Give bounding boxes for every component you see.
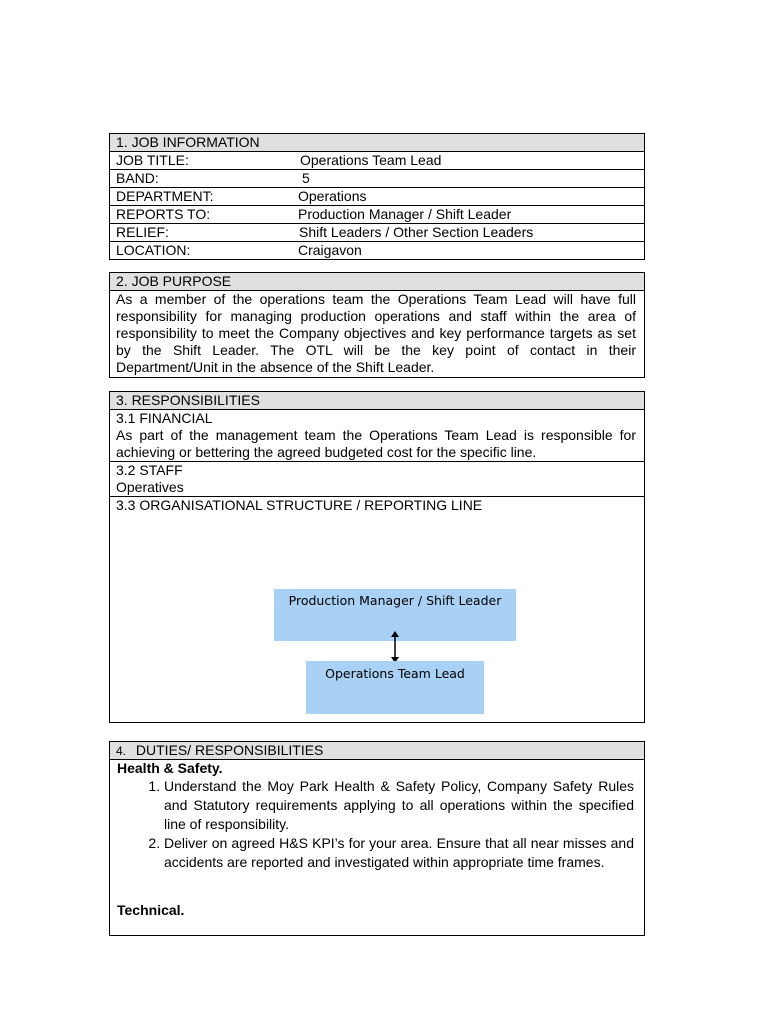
duties-header (110, 742, 644, 760)
duties-title: DUTIES/ RESPONSIBILITIES (135, 742, 324, 758)
org-box-operations-team-lead: Operations Team Lead (306, 661, 484, 714)
reports-to-label: REPORTS TO: (116, 206, 211, 222)
location-label: LOCATION: (116, 242, 191, 258)
job-title-value: Operations Team Lead (300, 152, 442, 168)
health-safety-item: 2. Deliver on agreed H&S KPI’s for your area. Ensure that all near misses and accidents are reported and investigated within appropriate time frames. (164, 834, 636, 872)
job-purpose-text: As a member of the operations team the Operations Team Lead will have full responsibility for managing production operations and staff within the area of responsibility to meet the Company objectives and key performance targets as set by the Shift Leader. The OTL will be the key point of contact in their Department/Unit in the absence of the Shift Leader. (116, 291, 636, 375)
relief-label: RELIEF: (116, 224, 169, 240)
org-box-production-manager: Production Manager / Shift Leader (274, 589, 516, 641)
duties-body (110, 760, 644, 919)
health-safety-item: 1. Understand the Moy Park Health & Safety Policy, Company Safety Rules and Statutory requirements applying to all operations within the specified line of responsibility. (164, 777, 636, 834)
financial-cell (110, 410, 644, 462)
job-title-row (110, 152, 644, 170)
job-information-table (109, 133, 645, 260)
job-title-label: JOB TITLE: (116, 152, 189, 168)
health-safety-title: Health & Safety. (117, 760, 223, 776)
financial-title: 3.1 FINANCIAL (116, 410, 213, 426)
staff-text: Operatives (116, 479, 184, 495)
health-safety-list (117, 777, 636, 872)
location-value: Craigavon (298, 242, 362, 258)
relief-row (110, 224, 644, 242)
reports-to-row (110, 206, 644, 224)
job-purpose-table (109, 272, 645, 378)
reports-to-value: Production Manager / Shift Leader (298, 206, 512, 222)
location-row (110, 242, 644, 259)
job-information-header: 1. JOB INFORMATION (110, 134, 644, 152)
duties-table (109, 741, 645, 936)
staff-title: 3.2 STAFF (116, 462, 183, 478)
band-row (110, 170, 644, 188)
department-row (110, 188, 644, 206)
responsibilities-header: 3. RESPONSIBILITIES (110, 392, 644, 410)
org-structure-title: 3.3 ORGANISATIONAL STRUCTURE / REPORTING LINE (116, 497, 483, 513)
band-label: BAND: (116, 170, 159, 186)
financial-text: As part of the management team the Operations Team Lead is responsible for achieving or bettering the agreed budgeted cost for the specific line. (116, 427, 636, 460)
technical-title: Technical. (117, 902, 185, 918)
staff-cell (110, 462, 644, 497)
department-value: Operations (298, 188, 367, 204)
relief-value: Shift Leaders / Other Section Leaders (299, 224, 534, 240)
band-value: 5 (302, 170, 310, 186)
duties-number: 4. (116, 744, 127, 758)
reporting-line-arrow (389, 630, 401, 664)
job-purpose-header: 2. JOB PURPOSE (110, 273, 644, 291)
department-label: DEPARTMENT: (116, 188, 214, 204)
